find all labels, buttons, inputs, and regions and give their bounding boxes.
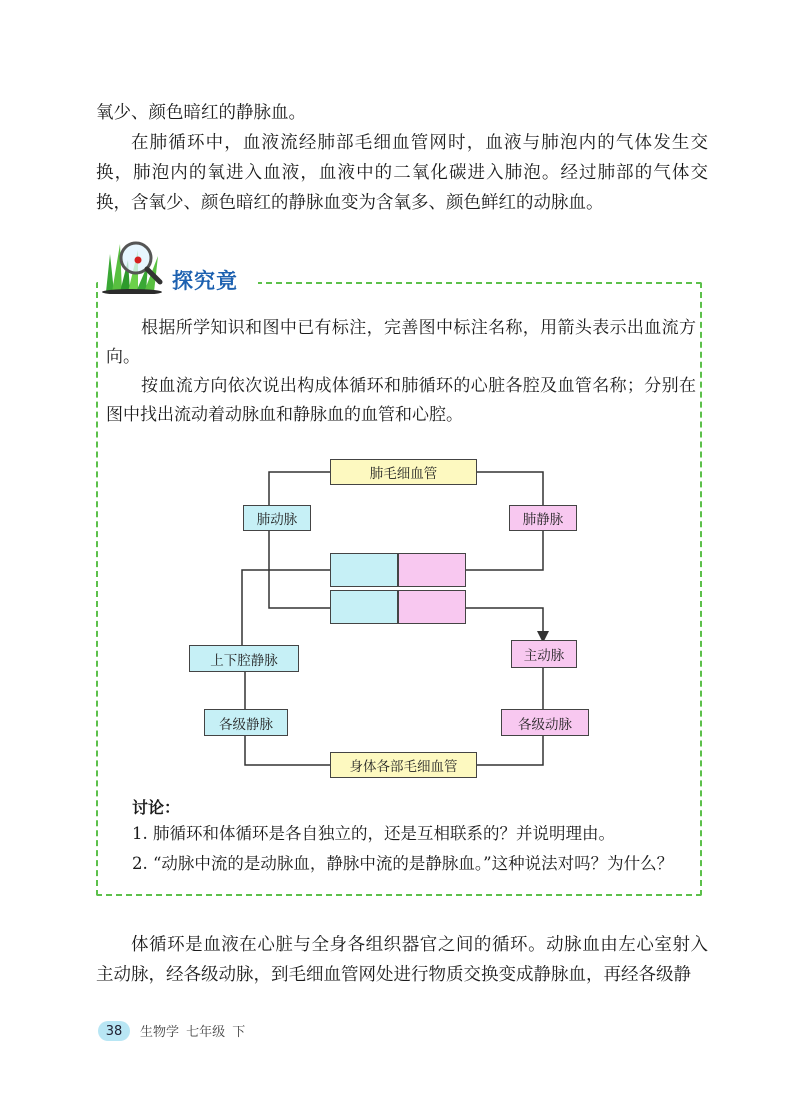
discussion-question-2: 2. “动脉中流的是动脉血，静脉中流的是静脉血。”这种说法对吗？为什么？ [132, 854, 674, 873]
node-lung-capillary: 肺毛细血管 [330, 459, 477, 485]
node-body-capillary: 身体各部毛细血管 [330, 752, 477, 778]
paragraph-pulmonary: 在肺循环中，血液流经肺部毛细血管网时，血液与肺泡内的气体发生交换，肺泡内的氧进入血液，血液中的二氧化碳进入肺泡。经过肺部的气体交换，含氧少、颜色暗红的静脉血变为含氧多、颜色鲜红的动脉血。 [96, 133, 708, 213]
explore-title: 探究竟 [172, 269, 238, 293]
book-title: 生物学 七年级 下 [140, 1025, 246, 1040]
node-pulmonary-vein: 肺静脉 [509, 505, 577, 531]
node-arteries: 各级动脉 [501, 709, 589, 736]
discussion-question-1: 1. 肺循环和体循环是各自独立的，还是互相联系的？并说明理由。 [132, 824, 615, 843]
explore-instruction-1: 根据所学知识和图中已有标注，完善图中标注名称，用箭头表示出血流方向。 [106, 318, 696, 367]
heart-chamber-upper-right [398, 553, 466, 587]
node-veins: 各级静脉 [204, 709, 288, 736]
node-aorta: 主动脉 [511, 640, 577, 668]
heart-chamber-lower-left [330, 590, 398, 624]
heart-chamber-upper-left [330, 553, 398, 587]
paragraph-systemic: 体循环是血液在心脏与全身各组织器官之间的循环。动脉血由左心室射入主动脉，经各级动脉，到毛细血管网处进行物质交换变成静脉血，再经各级静 [96, 935, 708, 985]
text-line-1: 氧少、颜色暗红的静脉血。 [96, 103, 306, 123]
discussion-title: 讨论： [132, 798, 181, 817]
node-pulmonary-artery: 肺动脉 [243, 505, 311, 531]
node-vena-cava: 上下腔静脉 [189, 645, 299, 672]
explore-instruction-2: 按血流方向依次说出构成体循环和肺循环的心脏各腔及血管名称；分别在图中找出流动着动脉血和静脉血的血管和心腔。 [106, 376, 696, 425]
page-number: 38 [98, 1021, 130, 1041]
heart-chamber-lower-right [398, 590, 466, 624]
